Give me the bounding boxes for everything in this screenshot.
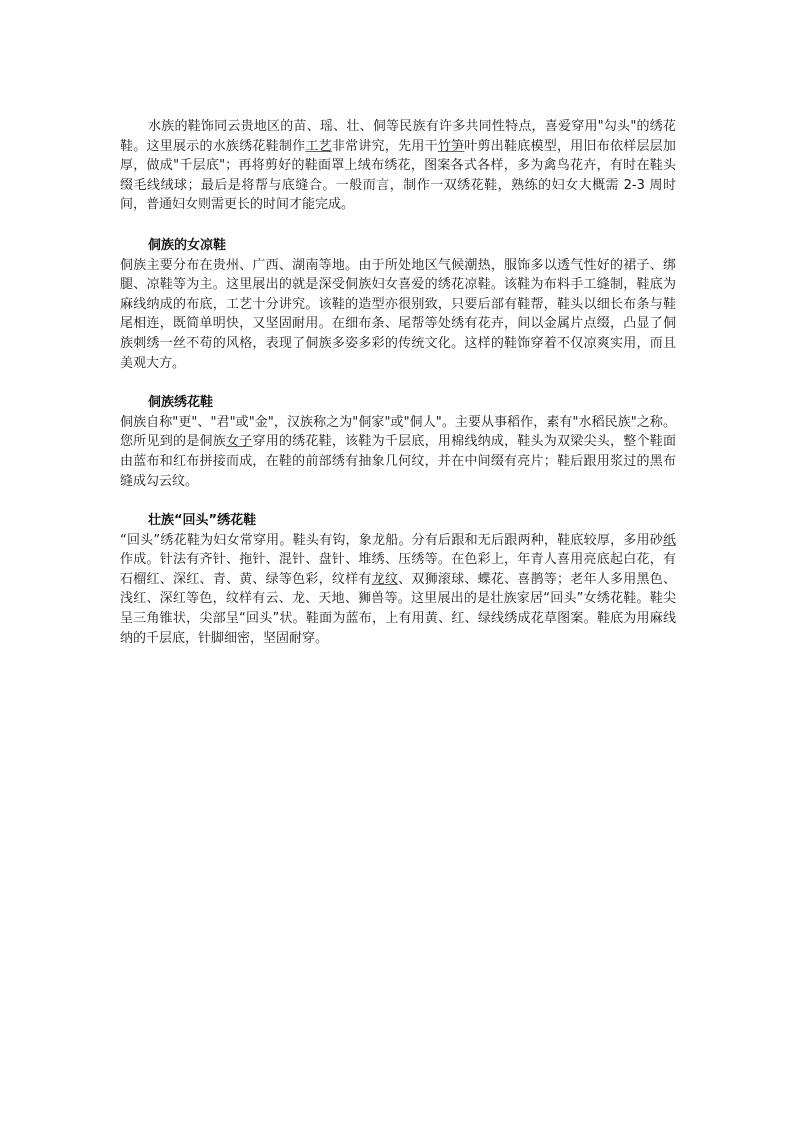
- spacer: [120, 373, 676, 393]
- intro-text-3: 叶剪出鞋底模型，用旧布依样层层加厚，做成"千层底"；再将剪好的鞋面罩上绒布绣花，图案各式各样，多为禽鸟花卉，有时在鞋头缀毛线绒球；最后是将帮与底缝合。一般而言，制作一双绣花鞋，熟练的妇女大概需 2-3 周时间，普通妇女则需更长的时间才能完成。: [120, 138, 676, 213]
- section3-text-3: 、双狮滚球、蝶花、喜鹊等；老年人多用黑色、浅红、深红等色，纹样有云、龙、天地、狮兽等。这里展出的是壮族家居“回头”女绣花鞋。鞋尖呈三角锥状，尖部呈“回头”状。鞋面为蓝布，上有用黄、红、绿线绣成花草图案。鞋底为用麻线纳的千层底，针脚细密，坚固耐穿。: [120, 571, 676, 646]
- link-zhusun[interactable]: 竹笋: [437, 138, 465, 154]
- section2-text-2: 穿用的绣花鞋，该鞋为千层底，用棉线纳成，鞋头为双梁尖头，整个鞋面由蓝布和红布拼接而成，在鞋的前部绣有抽象几何纹，并在中间缀有亮片；鞋后跟用浆过的黑布缝成勾云纹。: [120, 434, 676, 489]
- spacer: [120, 491, 676, 511]
- section-heading-dong-embroidered: 侗族绣花鞋: [148, 395, 214, 411]
- link-nvzi[interactable]: 女子: [225, 434, 253, 450]
- section2-text-1: 侗族自称"更"、"君"或"金"，汉族称之为"侗家"或"侗人"。主要从事稻作，素有"水稻民族"之称。您所见到的是侗族: [120, 414, 676, 450]
- section-heading-dong-sandals: 侗族的女凉鞋: [148, 237, 227, 253]
- intro-paragraph: [120, 117, 676, 215]
- section-body-dong-embroidered: [120, 413, 676, 491]
- link-zhi[interactable]: 纸: [662, 532, 676, 548]
- document-page: [120, 117, 676, 648]
- spacer: [120, 215, 676, 236]
- link-longwen[interactable]: 龙纹: [371, 571, 399, 587]
- link-gongyi[interactable]: 工艺: [305, 138, 332, 154]
- section-heading-zhuang-huitou: 壮族“回头”绣花鞋: [148, 513, 257, 529]
- section3-text-2: 作成。针法有齐针、拖针、混针、盘针、堆绣、压绣等。在色彩上，年青人喜用亮底起白花，有石榴红、深红、青、黄、绿等色彩，纹样有: [120, 552, 676, 587]
- section3-text-1: “回头”绣花鞋为妇女常穿用。鞋头有钩，象龙船。分有后跟和无后跟两种，鞋底较厚，多用砂: [120, 532, 663, 548]
- intro-text-1: 水族的鞋饰同云贵地区的苗、瑶、壮、侗等民族有许多共同性特点，喜爱穿用"勾头"的绣花鞋。这里展示的水族绣花鞋制作: [120, 119, 676, 154]
- section-body-dong-sandals: 侗族主要分布在贵州、广西、湖南等地。由于所处地区气候潮热，服饰多以透气性好的裙子、绑腿、凉鞋等为主。这里展出的就是深受侗族妇女喜爱的绣花凉鞋。该鞋为布料手工缝制，鞋底为麻线纳成的布底，工艺十分讲究。该鞋的造型亦很别致，只要后部有鞋帮，鞋头以细长布条与鞋尾相连，既简单明快，又坚固耐用。在细布条、尾帮等处绣有花卉，间以金属片点缀，凸显了侗族刺绣一丝不苟的风格，表现了侗族多姿多彩的传统文化。这样的鞋饰穿着不仅凉爽实用，而且美观大方。: [120, 257, 676, 371]
- section-body-zhuang-huitou: [120, 531, 676, 649]
- intro-text-2: 非常讲究，先用干: [331, 138, 438, 154]
